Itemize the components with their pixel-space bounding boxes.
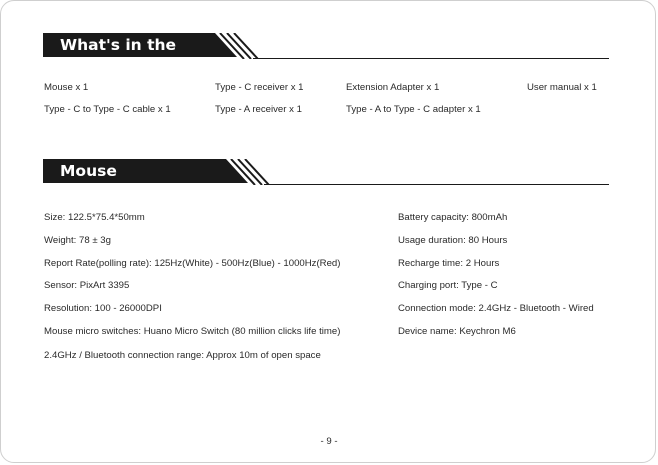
box-item-extension-adapter: Extension Adapter x 1 xyxy=(346,82,440,93)
box-section-rule xyxy=(253,58,609,59)
spec-section-header xyxy=(43,159,609,204)
spec-weight: Weight: 78 ± 3g xyxy=(44,235,111,246)
spec-charging-port: Charging port: Type - C xyxy=(398,280,498,291)
spec-usage-duration: Usage duration: 80 Hours xyxy=(398,235,508,246)
page-number: - 9 - xyxy=(320,436,338,447)
box-item-c-to-c-cable: Type - C to Type - C cable x 1 xyxy=(44,104,171,115)
slash-decoration-icon xyxy=(203,33,287,59)
spec-connection-range: 2.4GHz / Bluetooth connection range: Approx 10m of open space xyxy=(44,350,321,361)
box-item-type-c-receiver: Type - C receiver x 1 xyxy=(215,82,304,93)
spec-device-name: Device name: Keychron M6 xyxy=(398,326,516,337)
slash-decoration-icon xyxy=(214,159,298,185)
box-section-title: What's in the box xyxy=(43,33,203,57)
box-item-a-to-c-adapter: Type - A to Type - C adapter x 1 xyxy=(346,104,481,115)
spec-connection-mode: Connection mode: 2.4GHz - Bluetooth - Wired xyxy=(398,303,594,314)
spec-recharge-time: Recharge time: 2 Hours xyxy=(398,258,500,269)
spec-micro-switches: Mouse micro switches: Huano Micro Switch (80 million clicks life time) xyxy=(44,326,341,337)
box-item-user-manual: User manual x 1 xyxy=(527,82,597,93)
spec-battery-capacity: Battery capacity: 800mAh xyxy=(398,212,508,223)
spec-section-rule xyxy=(264,184,609,185)
spec-size: Size: 122.5*75.4*50mm xyxy=(44,212,145,223)
box-section-header xyxy=(43,33,609,78)
spec-sensor: Sensor: PixArt 3395 xyxy=(44,280,130,291)
box-item-type-a-receiver: Type - A receiver x 1 xyxy=(215,104,302,115)
box-item-mouse: Mouse x 1 xyxy=(44,82,89,93)
spec-section-title: Mouse specification xyxy=(43,159,214,183)
spec-report-rate: Report Rate(polling rate): 125Hz(White) - 500Hz(Blue) - 1000Hz(Red) xyxy=(44,258,341,269)
spec-resolution: Resolution: 100 - 26000DPI xyxy=(44,303,162,314)
